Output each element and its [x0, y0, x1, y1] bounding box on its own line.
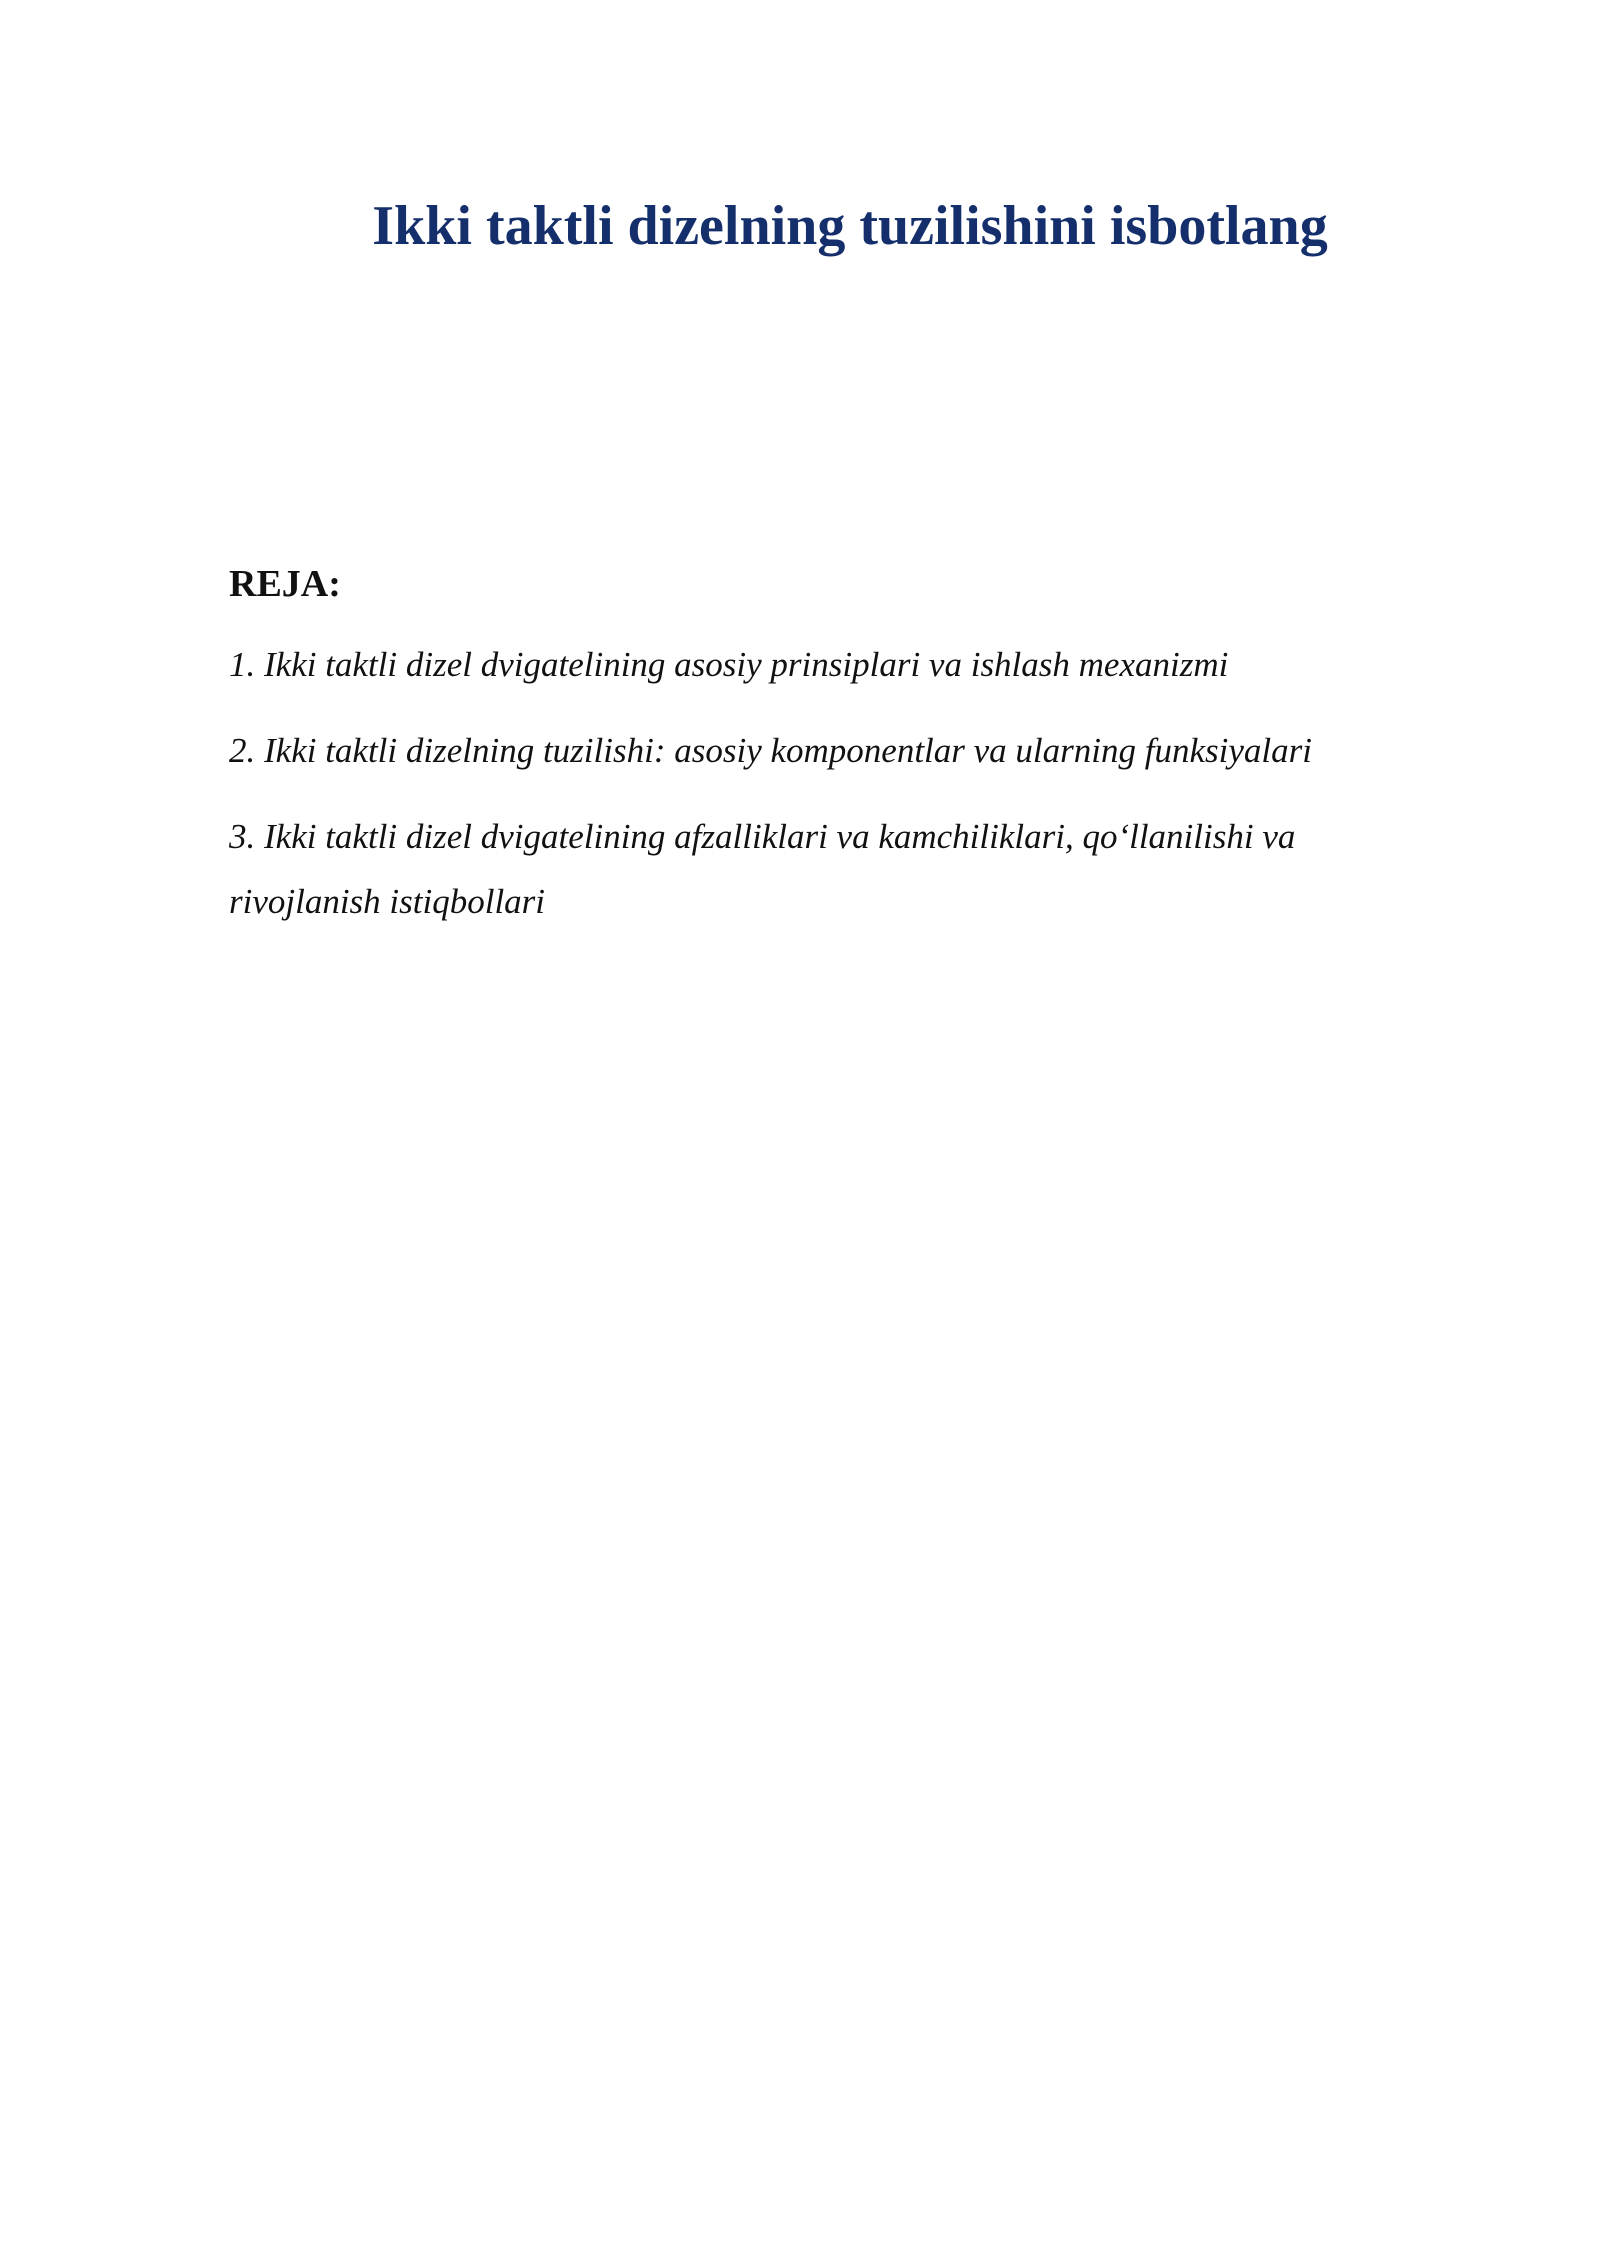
plan-item: 1. Ikki taktli dizel dvigatelining asosiy prinsiplari va ishlash mexanizmi: [229, 645, 1229, 684]
plan-heading: REJA:: [229, 563, 341, 605]
plan-item: 3. Ikki taktli dizel dvigatelining afzalliklari va kamchiliklari, qo‘llanilishi va rivojlanish istiqbollari: [229, 817, 1296, 921]
plan-section: [229, 556, 1409, 934]
document-title: Ikki taktli dizelning tuzilishini isbotlang: [372, 194, 1328, 257]
plan-list: [229, 632, 1409, 934]
plan-item: 2. Ikki taktli dizelning tuzilishi: asosiy komponentlar va ularning funksiyalari: [229, 731, 1312, 770]
